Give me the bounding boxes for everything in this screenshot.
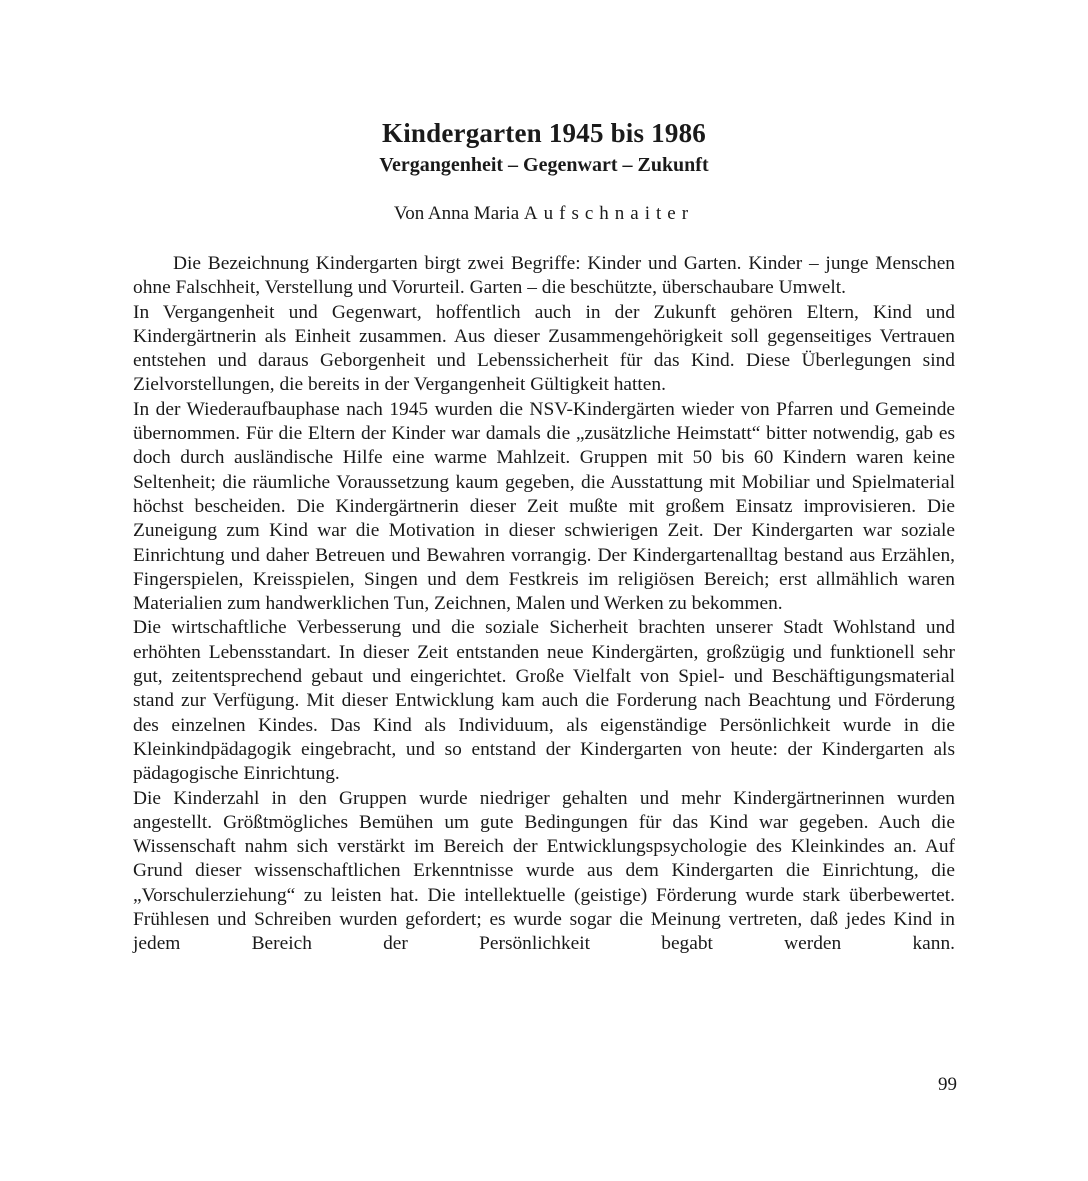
article-subtitle: Vergangenheit – Gegenwart – Zukunft: [379, 154, 709, 176]
article-byline: [0, 201, 1088, 227]
paragraph-3: In der Wiederaufbauphase nach 1945 wurden die NSV-Kindergärten wieder von Pfarren und Gemeinde übernommen. Für die Eltern der Kinder war damals die „zusätzliche Heimstatt“ bitter notwendig, gab es doch durch ausländische Hilfe eine warme Mahlzeit. Gruppen mit 50 bis 60 Kindern waren keine Seltenheit; die räumliche Voraussetzung kaum gegeben, die Ausstattung mit Mobiliar und Spielmaterial höchst bescheiden. Die Kindergärtnerin dieser Zeit mußte mit großem Einsatz improvisieren. Die Zuneigung zum Kind war die Motivation in dieser schwierigen Zeit. Der Kindergarten war soziale Einrichtung und daher Betreuen und Bewahren vorrangig. Der Kindergartenalltag bestand aus Erzählen, Fingerspielen, Kreisspielen, Singen und dem Festkreis im religiösen Bereich; erst allmählich waren Materialien zum handwerklichen Tun, Zeichnen, Malen und Werken zu bekommen.: [133, 398, 955, 615]
byline-prefix: Von Anna Maria: [393, 203, 520, 224]
page-number: 99: [938, 1074, 957, 1095]
article-title: Kindergarten 1945 bis 1986: [382, 118, 706, 148]
paragraph-1: Die Bezeichnung Kindergarten birgt zwei Begriffe: Kinder und Garten. Kinder – junge Menschen ohne Falschheit, Verstellung und Vorurteil. Garten – die beschützte, überschaubare Umwelt.: [133, 253, 955, 299]
byline-surname: Aufschnaiter: [523, 203, 695, 224]
paragraph-2: In Vergangenheit und Gegenwart, hoffentlich auch in der Zukunft gehören Eltern, Kind und Kindergärtnerin als Einheit zusammen. Aus dieser Zusammengehörigkeit soll gegenseitiges Vertrauen entstehen und daraus Geborgenheit und Lebenssicherheit für das Kind. Diese Überlegungen sind Zielvorstellungen, die bereits in der Vergangenheit Gültigkeit hatten.: [133, 301, 955, 396]
article-body: [133, 252, 955, 957]
paragraph-4: Die wirtschaftliche Verbesserung und die soziale Sicherheit brachten unserer Stadt Wohlstand und erhöhten Lebensstandart. In dieser Zeit entstanden neue Kindergärten, großzügig und funktionell sehr gut, zeitentsprechend gebaut und eingerichtet. Große Vielfalt von Spiel- und Beschäftigungsmaterial stand zur Verfügung. Mit dieser Entwicklung kam auch die Forderung nach Beachtung und Förderung des einzelnen Kindes. Das Kind als Individuum, als eigenständige Persönlichkeit wurde in die Kleinkindpädagogik eingebracht, und so entstand der Kindergarten von heute: der Kindergarten als pädagogische Einrichtung.: [133, 617, 955, 785]
paragraph-5: Die Kinderzahl in den Gruppen wurde niedriger gehalten und mehr Kindergärtnerinnen wurden angestellt. Größtmögliches Bemühen um gute Bedingungen für das Kind war gegeben. Auch die Wissenschaft nahm sich verstärkt im Bereich der Entwicklungspsychologie des Kleinkindes an. Auf Grund dieser wissenschaftlichen Erkenntnisse wurde aus dem Kindergarten die Einrichtung, die „Vorschulerziehung“ zu leisten hat. Die intellektuelle (geistige) Förderung wurde stark überbewertet. Frühlesen und Schreiben wurden gefordert; es wurde sogar die Meinung vertreten, daß jedes Kind in jedem Bereich der Persönlichkeit begabt werden kann.: [133, 787, 955, 955]
